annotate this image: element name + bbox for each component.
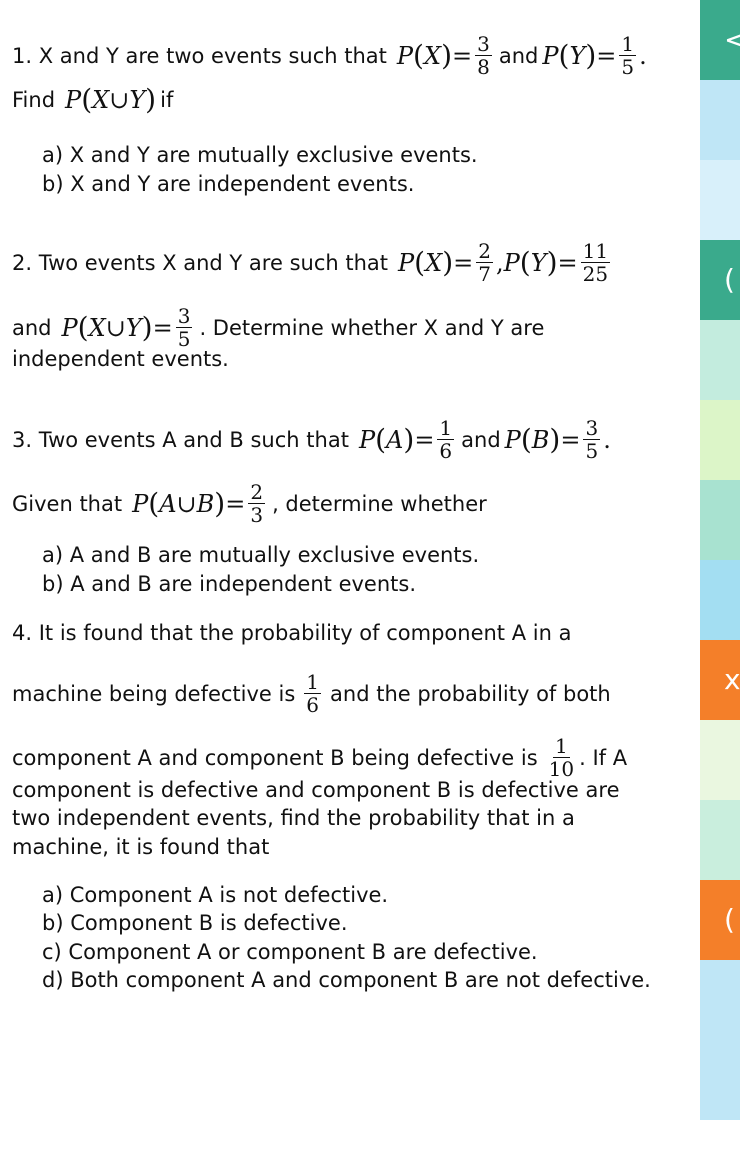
side-tab-9[interactable]	[700, 640, 740, 720]
q2-and: and	[12, 315, 52, 340]
q1-union-expression: P ( X ∪ Y )	[65, 83, 157, 116]
side-tab-10[interactable]	[700, 720, 740, 800]
q2-py-fraction: $\frac{11}{25}$	[582, 239, 609, 286]
q4-line-3-rest: . If A	[579, 745, 628, 770]
q1-part-b: b) X and Y are independent events.	[42, 172, 415, 196]
q4-line-2-rest: and the probability of both	[330, 681, 611, 706]
q1-py-fraction: $\frac{1}{5}$	[621, 32, 635, 79]
q3-part-b: b) A and B are independent events.	[42, 572, 416, 596]
side-tab-7[interactable]	[700, 480, 740, 560]
q4-line-1: 4. It is found that the probability of component A in a	[12, 621, 572, 645]
q4-part-c: c) Component A or component B are defective.	[42, 940, 538, 964]
circle-icon: (	[724, 263, 735, 296]
q4-line-4: component is defective and component B is defective are	[12, 778, 620, 802]
q4-line-6: machine, it is found that	[12, 835, 270, 859]
side-tab-13[interactable]	[700, 960, 740, 1040]
q4-line-5: two independent events, find the probability that in a	[12, 806, 575, 830]
q3-given: Given that	[12, 491, 123, 516]
q2-union-expression: P ( X ∪ Y ) = $\frac{3}{5}$	[61, 304, 191, 351]
close-icon: x	[724, 663, 741, 696]
q2-px-py-expression: P ( X ) = $\frac{2}{7}$ , P ( Y ) = $\frac{11}{25}$	[398, 239, 609, 286]
q2-line-2	[12, 305, 544, 350]
q2-union-fraction: $\frac{3}{5}$	[177, 304, 191, 351]
q3-pb-expression: P ( B ) = $\frac{3}{5}$ .	[504, 416, 611, 463]
q4-line-3-text: component A and component B being defective is	[12, 745, 538, 770]
q2-determine: . Determine whether X and Y are	[199, 315, 545, 340]
side-tab-5[interactable]	[700, 320, 740, 400]
side-tab-12[interactable]	[700, 880, 740, 960]
q3-pa-expression: P ( A ) = $\frac{1}{6}$	[358, 416, 453, 463]
q4-part-b: b) Component B is defective.	[42, 911, 348, 935]
side-tab-1[interactable]	[700, 0, 747, 80]
side-tab-14[interactable]	[700, 1040, 740, 1120]
side-tab-6[interactable]	[700, 400, 740, 480]
q3-and: and	[461, 427, 501, 452]
q4-both-defect-fraction: $\frac{1}{10}$	[548, 734, 575, 781]
back-arrow-icon: <	[724, 23, 747, 56]
q1-py-expression: P ( Y ) = $\frac{1}{5}$ .	[542, 32, 647, 79]
q4-line-2	[12, 671, 611, 716]
q1-and: and	[498, 43, 539, 68]
q1-text: 1. X and Y are two events such that	[12, 43, 387, 68]
side-tab-4[interactable]	[700, 240, 740, 320]
q3-pb-fraction: $\frac{3}{5}$	[585, 416, 599, 463]
target-icon: (	[724, 903, 735, 936]
side-tab-8[interactable]	[700, 560, 740, 640]
q2-px-fraction: $\frac{2}{7}$	[478, 239, 491, 286]
q4-line-2-text: machine being defective is	[12, 681, 296, 706]
side-tab-3[interactable]	[700, 160, 740, 240]
q1-if: if	[160, 88, 174, 112]
q3-text: 3. Two events A and B such that	[12, 427, 349, 452]
q2-text: 2. Two events X and Y are such that	[12, 250, 389, 275]
q3-union-expression: P ( A ∪ B ) = $\frac{2}{3}$	[132, 480, 264, 527]
side-tab-11[interactable]	[700, 800, 740, 880]
q3-determine: , determine whether	[272, 491, 487, 516]
q4-part-a: a) Component A is not defective.	[42, 883, 389, 907]
q1-line-1	[12, 33, 651, 78]
side-tab-bar	[700, 0, 747, 1072]
q3-line-2	[12, 481, 487, 526]
q4-defect-a-fraction: $\frac{1}{6}$	[306, 670, 320, 717]
q1-find: Find	[12, 88, 56, 112]
q3-line-1	[12, 417, 615, 462]
q2-line-1	[12, 240, 617, 285]
q1-part-a: a) X and Y are mutually exclusive events.	[42, 143, 478, 167]
side-tab-2[interactable]	[700, 80, 740, 160]
q1-px-expression: P ( X ) = $\frac{3}{8}$	[396, 32, 490, 79]
q2-line-3: independent events.	[12, 347, 229, 371]
q1-line-2	[12, 83, 174, 116]
q3-union-fraction: $\frac{2}{3}$	[250, 480, 264, 527]
q1-px-fraction: $\frac{3}{8}$	[477, 32, 490, 79]
q3-part-a: a) A and B are mutually exclusive events.	[42, 543, 480, 567]
q4-part-d: d) Both component A and component B are not defective.	[42, 968, 651, 992]
q3-pa-fraction: $\frac{1}{6}$	[439, 416, 453, 463]
q4-line-3	[12, 735, 627, 780]
